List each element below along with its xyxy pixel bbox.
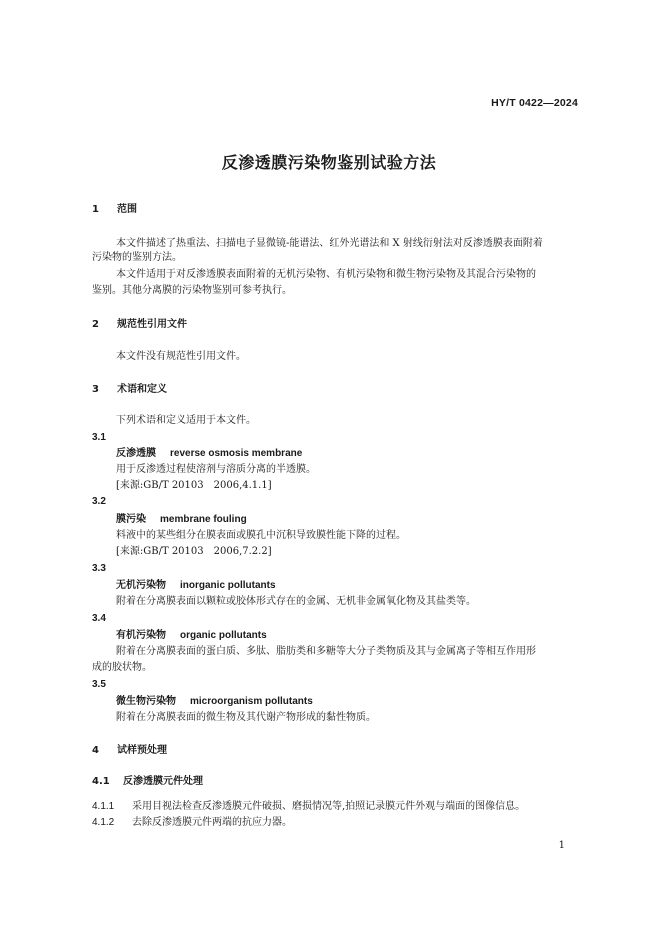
page-number: 1	[558, 840, 565, 851]
clause-number: 3.1	[92, 432, 106, 443]
section-number: 2	[92, 319, 99, 330]
item-number: 4.1.1	[92, 801, 115, 812]
term-definition: 成的胶状物。	[92, 662, 152, 673]
term-en: organic pollutants	[180, 630, 267, 641]
section-title: 试样预处理	[117, 745, 167, 756]
subsection-title: 反渗透膜元件处理	[123, 776, 203, 787]
term-cn: 微生物污染物	[116, 696, 176, 707]
term-cn: 反渗透膜	[116, 448, 156, 459]
term-entry	[116, 513, 247, 527]
term-source: [来源:GB/T 20103 2006,7.2.2]	[116, 546, 272, 557]
list-item	[92, 800, 525, 814]
term-entry	[116, 695, 313, 709]
term-en: membrane fouling	[160, 514, 247, 525]
item-text: 采用目视法检查反渗透膜元件破损、磨损情况等,拍照记录膜元件外观与端面的图像信息。	[132, 801, 526, 812]
subsection-number: 4.1	[92, 776, 110, 787]
term-definition: 附着在分离膜表面以颗粒或胶体形式存在的金属、无机非金属氧化物及其盐类等。	[116, 596, 476, 607]
clause-number: 3.5	[92, 679, 106, 690]
clause-number: 3.3	[92, 563, 106, 574]
paragraph-line: 本文件没有规范性引用文件。	[116, 351, 246, 362]
term-entry	[116, 629, 267, 643]
paragraph-line: 本文件适用于对反渗透膜表面附着的无机污染物、有机污染物和微生物污染物及其混合污染物的	[116, 269, 536, 280]
subsection-heading	[92, 775, 203, 789]
term-cn: 有机污染物	[116, 630, 166, 641]
section-title: 范围	[117, 204, 137, 215]
section-2-heading	[92, 318, 187, 332]
list-item	[92, 816, 292, 830]
paragraph-line: 下列术语和定义适用于本文件。	[116, 415, 256, 426]
section-title: 规范性引用文件	[117, 319, 187, 330]
term-definition: 附着在分离膜表面的微生物及其代谢产物形成的黏性物质。	[116, 712, 376, 723]
term-definition: 附着在分离膜表面的蛋白质、多肽、脂肪类和多糖等大分子类物质及其与金属离子等相互作用形	[116, 646, 536, 657]
term-cn: 无机污染物	[116, 580, 166, 591]
document-title: 反渗透膜污染物鉴别试验方法	[221, 153, 437, 172]
section-number: 4	[92, 745, 99, 756]
section-title: 术语和定义	[117, 384, 167, 395]
section-number: 1	[92, 204, 99, 215]
paragraph-line: 本文件描述了热重法、扫描电子显微镜-能谱法、红外光谱法和 X 射线衍射法对反渗透膜表面附着	[116, 238, 543, 249]
clause-number: 3.2	[92, 496, 106, 507]
section-3-heading	[92, 383, 167, 397]
item-text: 去除反渗透膜元件两端的抗应力器。	[132, 817, 292, 828]
term-definition: 用于反渗透过程使溶剂与溶质分离的半透膜。	[116, 464, 316, 475]
section-4-heading	[92, 744, 167, 758]
standard-code: HY/T 0422—2024	[491, 97, 578, 109]
term-source: [来源:GB/T 20103 2006,4.1.1]	[116, 480, 272, 491]
term-entry	[116, 447, 302, 461]
paragraph-line: 鉴别。其他分离膜的污染物鉴别可参考执行。	[92, 285, 292, 296]
clause-number: 3.4	[92, 613, 106, 624]
term-cn: 膜污染	[116, 514, 146, 525]
term-entry	[116, 579, 276, 593]
term-en: reverse osmosis membrane	[170, 448, 303, 459]
term-en: microorganism pollutants	[190, 696, 313, 707]
paragraph-line: 污染物的鉴别方法。	[92, 252, 182, 263]
term-en: inorganic pollutants	[180, 580, 276, 591]
item-number: 4.1.2	[92, 817, 115, 828]
section-number: 3	[92, 384, 99, 395]
section-1-heading	[92, 203, 137, 217]
term-definition: 料液中的某些组分在膜表面或膜孔中沉积导致膜性能下降的过程。	[116, 530, 406, 541]
